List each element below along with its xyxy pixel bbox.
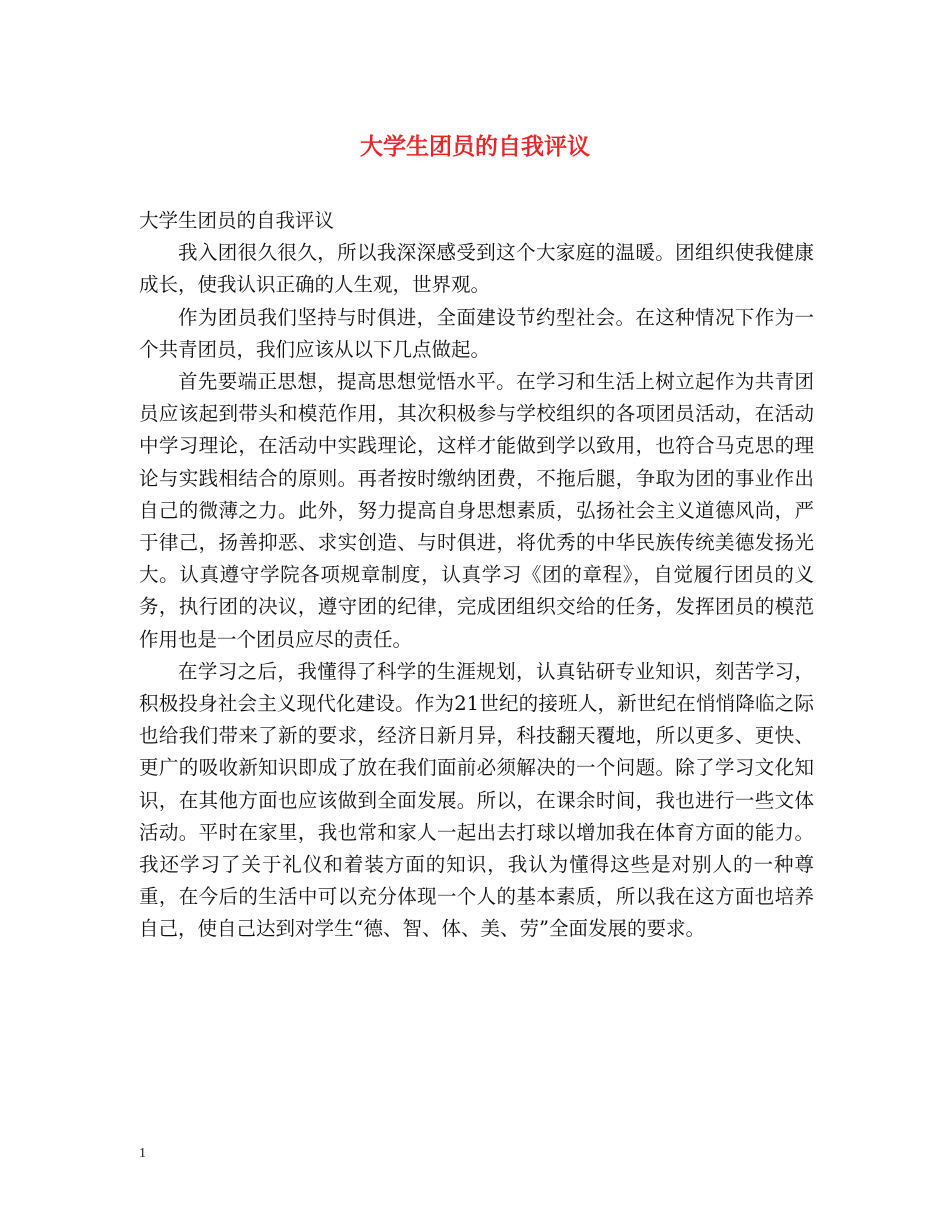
paragraph-4: 在学习之后，我懂得了科学的生涯规划，认真钻研专业知识，刻苦学习，积极投身社会主义现代化建设。作为21世纪的接班人，新世纪在悄悄降临之际也给我们带来了新的要求，经济日新月异，科技翻天覆地，所以更多、更快、更广的吸收新知识即成了放在我们面前必须解决的一个问题。除了学习文化知识，在其他方面也应该做到全面发展。所以，在课余时间，我也进行一些文体活动。平时在家里，我也常和家人一起出去打球以增加我在体育方面的能力。我还学习了关于礼仪和着装方面的知识，我认为懂得这些是对别人的一种尊重，在今后的生活中可以充分体现一个人的基本素质，所以我在这方面也培养自己，使自己达到对学生“德、智、体、美、劳”全面发展的要求。 — [139, 659, 814, 941]
paragraph-2: 作为团员我们坚持与时俱进，全面建设节约型社会。在这种情况下作为一个共青团员，我们应该从以下几点做起。 — [139, 305, 814, 361]
document-body — [139, 205, 814, 946]
paragraph-1: 我入团很久很久，所以我深深感受到这个大家庭的温暖。团组织使我健康成长，使我认识正确的人生观，世界观。 — [139, 241, 814, 297]
document-subtitle: 大学生团员的自我评议 — [139, 209, 335, 232]
page-number: 1 — [139, 1146, 146, 1161]
document-title: 大学生团员的自我评议 — [360, 133, 590, 160]
paragraph-3: 首先要端正思想，提高思想觉悟水平。在学习和生活上树立起作为共青团员应该起到带头和模范作用，其次积极参与学校组织的各项团员活动，在活动中学习理论，在活动中实践理论，这样才能做到学以致用，也符合马克思的理论与实践相结合的原则。再者按时缴纳团费，不拖后腿，争取为团的事业作出自己的微薄之力。此外，努力提高自身思想素质，弘扬社会主义道德风尚，严于律己，扬善抑恶、求实创造、与时俱进，将优秀的中华民族传统美德发扬光大。认真遵守学院各项规章制度，认真学习《团的章程》，自觉履行团员的义务，执行团的决议，遵守团的纪律，完成团组织交给的任务，发挥团员的模范作用也是一个团员应尽的责任。 — [139, 370, 814, 651]
